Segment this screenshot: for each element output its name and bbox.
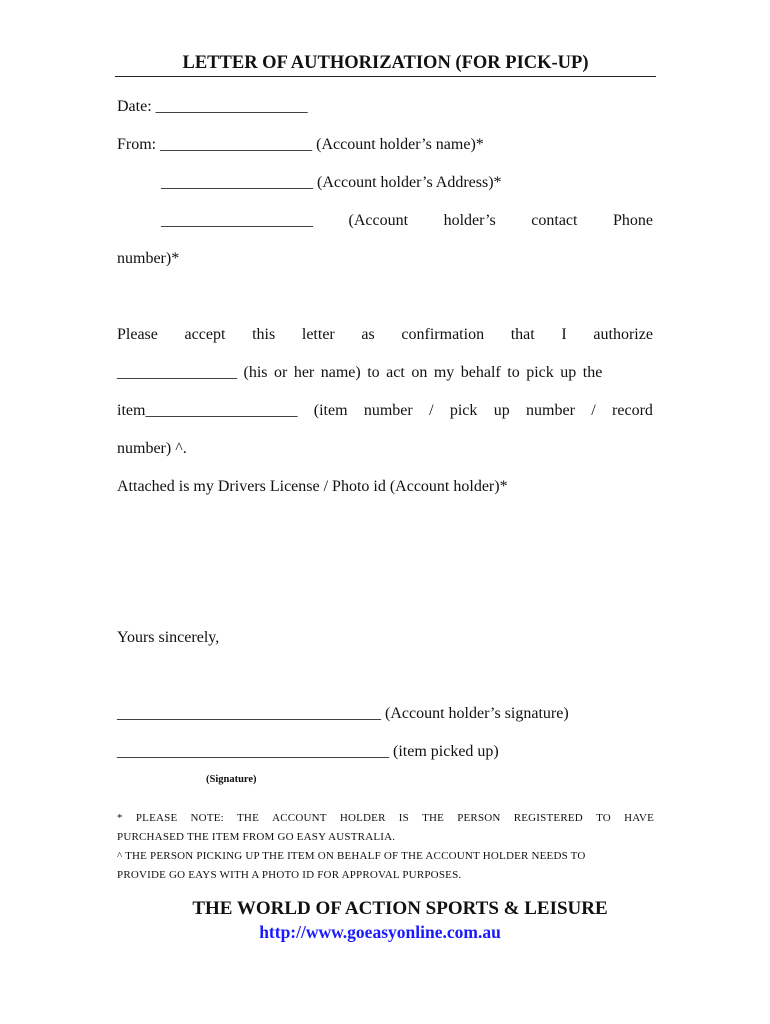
word: item___________________	[117, 402, 298, 419]
word: as	[361, 326, 375, 343]
paragraph-line-3	[117, 401, 653, 421]
word: record	[612, 402, 653, 419]
page-title: LETTER OF AUTHORIZATION (FOR PICK-UP)	[115, 52, 656, 77]
word: TO	[596, 812, 611, 824]
word: PERSON	[457, 812, 501, 824]
word: accept	[184, 326, 226, 343]
paragraph-line-1	[117, 325, 653, 345]
word: /	[429, 402, 434, 419]
word: this	[252, 326, 276, 343]
word: REGISTERED	[513, 812, 583, 824]
footer-url-link[interactable]: http://www.goeasyonline.com.au	[259, 922, 501, 942]
word: THE	[237, 812, 259, 824]
word: letter	[301, 326, 335, 343]
word: THE	[422, 812, 445, 824]
paragraph-line-2: _______________ (his or her name) to act on my behalf to pick up the	[117, 364, 603, 381]
note-2-line-1: ^ THE PERSON PICKING UP THE ITEM ON BEHALF OF THE ACCOUNT HOLDER NEEDS TO	[117, 850, 586, 862]
word: (Account	[348, 212, 409, 229]
word: IS	[398, 812, 409, 824]
closing: Yours sincerely,	[117, 629, 220, 646]
word: NOTE:	[190, 812, 224, 824]
word: contact	[531, 212, 578, 229]
note-2-line-2: PROVIDE GO EAYS WITH A PHOTO ID FOR APPROVAL PURPOSES.	[117, 869, 462, 881]
word: ___________________	[161, 212, 313, 229]
signature-label: (Signature)	[206, 774, 257, 785]
phone-line-end: number)*	[117, 250, 180, 267]
date-line: Date: ___________________	[117, 98, 308, 115]
footer-tagline: THE WORLD OF ACTION SPORTS & LEISURE	[192, 898, 608, 919]
word: PLEASE	[135, 812, 178, 824]
word: HOLDER	[339, 812, 386, 824]
word: *	[117, 812, 123, 824]
phone-line	[161, 211, 653, 231]
address-line: ___________________ (Account holder’s Address)*	[161, 174, 502, 191]
word: pick	[449, 402, 478, 419]
note-1-line-2: PURCHASED THE ITEM FROM GO EASY AUSTRALIA.	[117, 831, 396, 843]
from-line: From: ___________________ (Account holder’s name)*	[117, 136, 484, 153]
word: up	[493, 402, 510, 419]
word: Phone	[613, 212, 653, 229]
word: (item	[313, 402, 348, 419]
attached-line: Attached is my Drivers License / Photo id (Account holder)*	[117, 478, 508, 495]
word: HAVE	[624, 812, 654, 824]
paragraph-line-4: number) ^.	[117, 440, 187, 457]
picked-up-line: __________________________________ (item picked up)	[117, 743, 499, 760]
word: authorize	[593, 326, 653, 343]
note-1-line-1	[117, 809, 654, 828]
word: Please	[117, 326, 158, 343]
word: confirmation	[401, 326, 485, 343]
signature-line: _________________________________ (Account holder’s signature)	[117, 705, 569, 722]
word: I	[561, 326, 567, 343]
word: that	[510, 326, 535, 343]
word: /	[591, 402, 596, 419]
word: number	[363, 402, 413, 419]
word: holder’s	[443, 212, 496, 229]
word: ACCOUNT	[272, 812, 327, 824]
word: number	[526, 402, 575, 419]
